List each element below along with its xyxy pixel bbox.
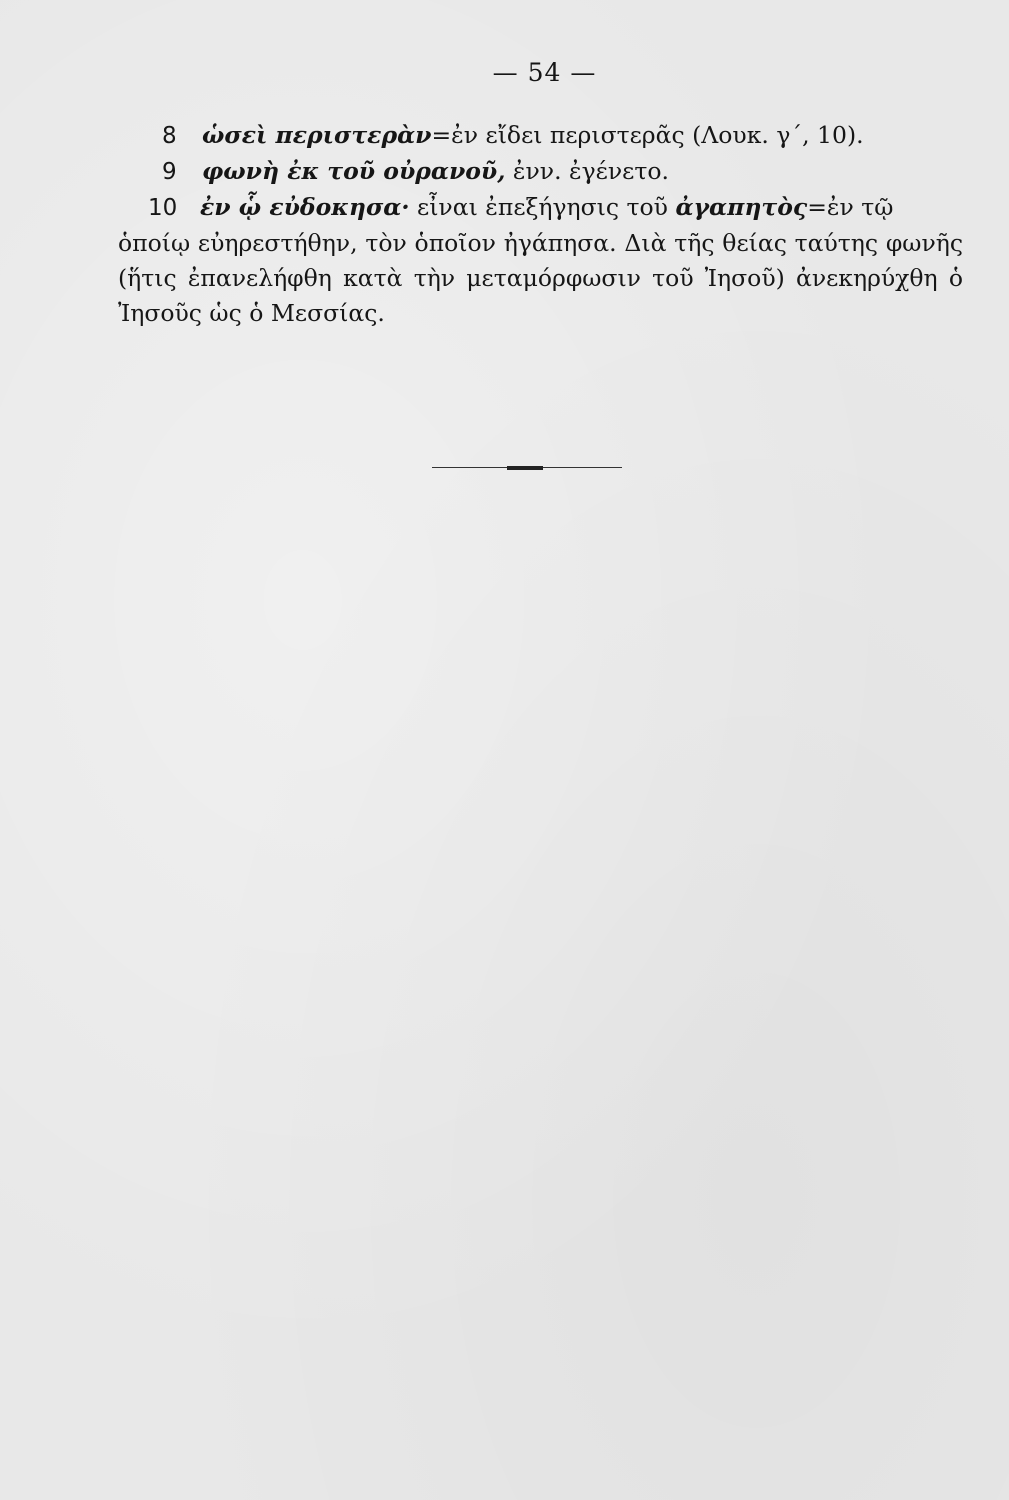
- note-number: 10: [148, 195, 178, 221]
- page-number: — 54 —: [492, 58, 597, 87]
- note-lemma-secondary: ἀγαπητὸς: [675, 193, 808, 221]
- note-text: ἐνν. ἐγένετο.: [505, 157, 669, 185]
- note-8: [118, 118, 963, 154]
- note-10-continuation: ὁποίῳ εὐηρεστήθην, τὸν ὁποῖον ἠγάπησα. Διὰ τῆς θείας ταύτης φωνῆς (ἥτις ἐπανελήφθη κατὰ τὴν μεταμόρφωσιν τοῦ Ἰησοῦ) ἀνεκηρύχθη ὁ Ἰησοῦς ὡς ὁ Μεσσίας.: [118, 229, 963, 327]
- note-lemma: φωνὴ ἐκ τοῦ οὐρανοῦ,: [202, 157, 506, 185]
- note-10: [118, 190, 963, 226]
- note-9: [118, 154, 963, 190]
- note-text-secondary: =ἐν τῷ: [807, 193, 894, 221]
- note-text: εἶναι ἐπεξήγησις τοῦ: [409, 193, 676, 221]
- note-number: 8: [162, 123, 177, 149]
- note-number: 9: [162, 159, 177, 185]
- section-divider: [432, 466, 622, 469]
- footnotes: [118, 118, 963, 331]
- note-lemma: ὡσεὶ περιστερὰν: [202, 121, 432, 149]
- divider-ornament: [507, 466, 543, 470]
- note-lemma: ἐν ᾧ εὐδοκησα·: [200, 193, 410, 221]
- note-text: =ἐν εἴδει περιστερᾶς (Λουκ. γ΄, 10).: [431, 121, 864, 149]
